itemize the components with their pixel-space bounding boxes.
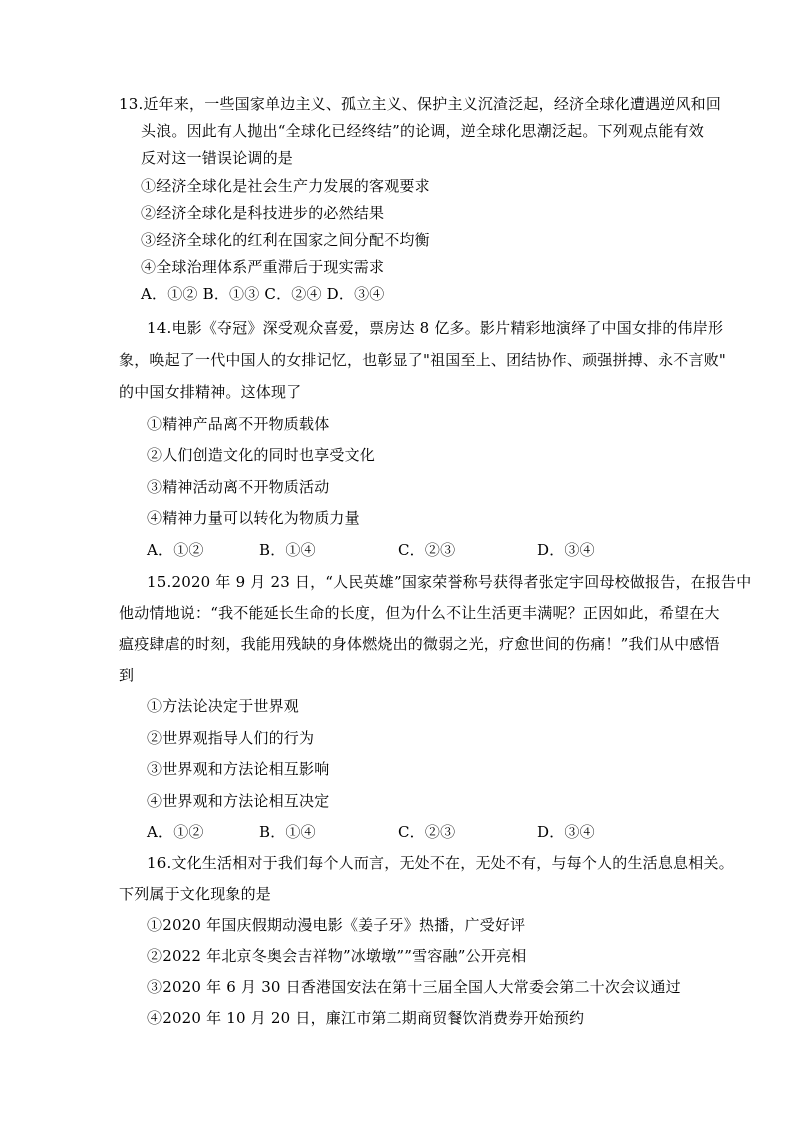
- question-15-statement-3: ③世界观和方法论相互影响: [147, 760, 330, 778]
- question-15-statement-2: ②世界观指导人们的行为: [147, 729, 315, 747]
- question-14-stem-line-3: 的中国女排精神。这体现了: [119, 383, 302, 401]
- question-15-option-b: B．①④: [259, 823, 316, 841]
- question-15-stem-line-3: 瘟疫肆虐的时刻，我能用残缺的身体燃烧出的微弱之光，疗愈世间的伤痛！”我们从中感悟: [119, 635, 720, 653]
- question-13-statement-2: ②经济全球化是科技进步的必然结果: [141, 204, 385, 222]
- question-13-options: A．①② B．①③ C．②④ D．③④: [141, 285, 385, 303]
- question-13-statement-1: ①经济全球化是社会生产力发展的客观要求: [141, 177, 430, 195]
- question-16-stem-line-1: 16.文化生活相对于我们每个人而言，无处不在，无处不有，与每个人的生活息息相关。: [147, 854, 734, 872]
- question-16-statement-3: ③2020 年 6 月 30 日香港国安法在第十三届全国人大常委会第二十次会议通过: [147, 978, 681, 996]
- question-14-statement-2: ②人们创造文化的同时也享受文化: [147, 446, 376, 464]
- question-16-statement-1: ①2020 年国庆假期动漫电影《姜子牙》热播，广受好评: [147, 916, 526, 934]
- question-14-option-a: A．①②: [147, 541, 204, 559]
- question-14-statement-4: ④精神力量可以转化为物质力量: [147, 509, 360, 527]
- question-13-stem-line-2: 头浪。因此有人抛出“全球化已经终结”的论调，逆全球化思潮泛起。下列观点能有效: [141, 122, 704, 140]
- question-15-option-a: A．①②: [147, 823, 204, 841]
- question-15-stem-line-4: 到: [119, 666, 135, 684]
- question-14-statement-3: ③精神活动离不开物质活动: [147, 478, 330, 496]
- question-14-stem-line-1: 14.电影《夺冠》深受观众喜爱，票房达 8 亿多。影片精彩地演绎了中国女排的伟岸形: [147, 319, 724, 337]
- question-14-option-d: D．③④: [537, 541, 595, 559]
- question-13-stem-line-3: 反对这一错误论调的是: [141, 149, 294, 167]
- question-13-statement-3: ③经济全球化的红利在国家之间分配不均衡: [141, 231, 430, 249]
- question-14-option-b: B．①④: [259, 541, 316, 559]
- question-15-statement-1: ①方法论决定于世界观: [147, 697, 300, 715]
- question-14-option-c: C．②③: [398, 541, 456, 559]
- question-15-option-c: C．②③: [398, 823, 456, 841]
- question-15-statement-4: ④世界观和方法论相互决定: [147, 792, 330, 810]
- question-13-statement-4: ④全球治理体系严重滞后于现实需求: [141, 258, 385, 276]
- question-16-statement-2: ②2022 年北京冬奥会吉祥物”冰墩墩””雪容融”公开亮相: [147, 947, 527, 965]
- question-14-statement-1: ①精神产品离不开物质载体: [147, 415, 330, 433]
- question-13-stem-line-1: 13.近年来，一些国家单边主义、孤立主义、保护主义沉渣泛起，经济全球化遭遇逆风和回: [119, 95, 722, 113]
- question-15-stem-line-1: 15.2020 年 9 月 23 日，“人民英雄”国家荣誉称号获得者张定宇回母校做报告，在报告中: [147, 573, 752, 591]
- question-15-stem-line-2: 他动情地说：“我不能延长生命的长度，但为什么不让生活更丰满呢？正因如此，希望在大: [119, 604, 720, 622]
- question-16-statement-4: ④2020 年 10 月 20 日，廉江市第二期商贸餐饮消费券开始预约: [147, 1009, 585, 1027]
- question-14-stem-line-2: 象，唤起了一代中国人的女排记忆，也彰显了"祖国至上、团结协作、顽强拼搏、永不言败": [119, 351, 727, 369]
- question-16-stem-line-2: 下列属于文化现象的是: [119, 885, 272, 903]
- question-15-option-d: D．③④: [537, 823, 595, 841]
